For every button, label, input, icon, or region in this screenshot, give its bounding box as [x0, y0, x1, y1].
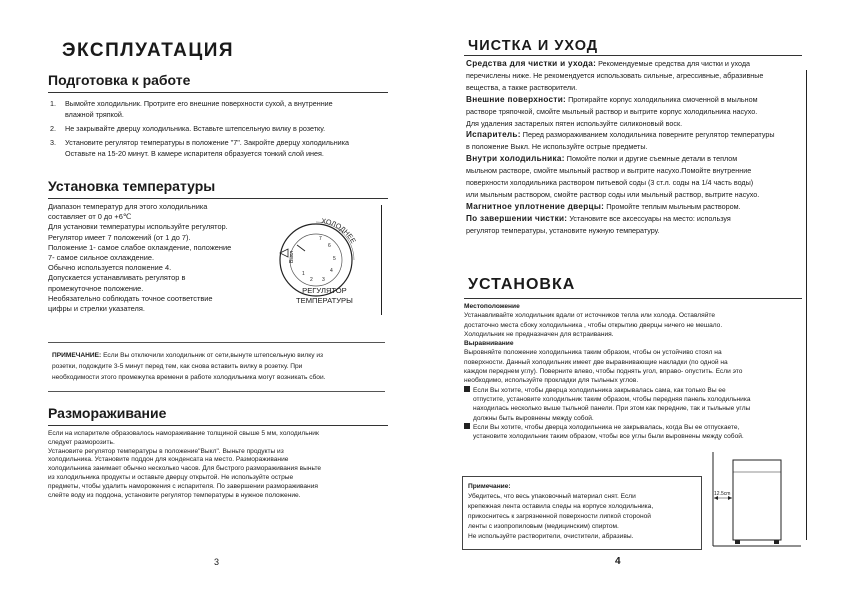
- installation-text: Местоположение Устанавливайте холодильник вдали от источников тепла или холода. Оставляйте достаточно места сбоку холодильника , чтобы открытию дверцы ничего не мешало. Холодильник не предназначен для встраивания. Выравнивание Выровняйте положение холодильника таким образом, чтобы он устойчиво стоял на поверхности. Данный холодильник имеет две выравнивающие накладки (по одной на каждом переднем углу). Поверните влево, чтобы поднять угол, вправо- опустить. Если это необходимо, используйте прокладки для тыльных углов. Если Вы хотите, чтобы дверца холодильника закрывалась сама, как только Вы ее отпустите, установите холодильник таким образом, чтобы передняя панель холодильника находилась несколько выше тыльной панели. При этом как передние, так и тыльные углы должны быть выровнены между собой. Если Вы хотите, чтобы дверца холодильника не закрывалась, когда Вы ее отпускаете, установите холодильник таким образом, чтобы все углы были выровнены между собой.: [464, 302, 800, 441]
- dial-number: 6: [328, 243, 331, 249]
- note-text: ПРИМЕЧАНИЕ: Если Вы отключили холодильник от сети,вынуте штепсельную вилку из розетки, подождите 3-5 минут перед тем, как снова вставить вилку в розетку. При необходимости этого промежутка времени в работе холодильника могут возникать сбои.: [52, 352, 326, 382]
- cleaning-text: [466, 58, 798, 237]
- dial-number: 7: [319, 236, 322, 242]
- page-number: 4: [615, 556, 621, 567]
- bullet-square-icon: [464, 423, 470, 429]
- section-underline: [48, 92, 388, 93]
- cleaning-para: По завершении чистки: Установите все аксессуары на место: используя регулятор температуры, установите нужную температуру.: [466, 213, 731, 235]
- dial-caption: РЕГУЛЯТОР ТЕМПЕРАТУРЫ: [296, 286, 353, 305]
- section-title-cleaning: ЧИСТКА И УХОД: [468, 38, 599, 54]
- bullet-item: Если Вы хотите, чтобы дверца холодильника закрывалась сама, как только Вы ее отпустите, установите холодильник таким образом, чтобы передняя панель холодильника находилась несколько выше тыльной панели. При этом как передние, так и тыльные углы должны быть выровнены между собой.: [464, 386, 800, 423]
- dial-number: 3: [322, 277, 325, 283]
- cleaning-para: Магнитное уплотнение дверцы: Промойте теплым мыльным раствором.: [466, 201, 741, 211]
- bullet-square-icon: [464, 386, 470, 392]
- section-heading-temperature: Установка температуры: [48, 178, 216, 194]
- clearance-label: 12.5cm: [714, 491, 731, 497]
- dial-number: 4: [330, 268, 333, 274]
- fridge-clearance-diagram: [705, 448, 805, 553]
- page-edge-rule-right: [806, 70, 807, 540]
- section-heading-defrost: Размораживание: [48, 405, 167, 421]
- note-label: ПРИМЕЧАНИЕ:: [52, 352, 102, 359]
- section-title-installation: УСТАНОВКА: [468, 276, 576, 293]
- list-item: 2. Не закрывайте дверцу холодильника. Вставьте штепсельную вилку в розетку.: [50, 124, 326, 133]
- page-edge-rule-left: [381, 205, 382, 315]
- preparation-list: [48, 98, 393, 162]
- installation-note-text: Примечание: Убедитесь, что весь упаковочный материал снят. Если крепежная лента оставила следы на корпусе холодильника, прикоснитесь к загрязненной поверхности липкой стороной ленты с изопропиловым (медицинским) спиртом. Не используйте растворители, очистители, абразивы.: [468, 483, 654, 540]
- list-item: 1. Вымойте холодильник. Протрите его внешние поверхности сухой, а внутренние влажной тряпкой.: [50, 99, 333, 119]
- cleaning-para: Внутри холодильника: Помойте полки и другие съемные детали в теплом мыльном растворе, смойте мыльный раствор и вытрите насухо.Помойте внутренние поверхности холодильника раствором питьевой соды (3 ст.л. соды на 1/4 часть воды) или мыльным раствором, смойте раствор соды или мыльный раствор, вытрите насухо.: [466, 154, 760, 199]
- temperature-text: Диапазон температур для этого холодильника составляет от 0 до +6℃ Для установки температуры используйте регулятор. Регулятор имеет 7 положений (от 1 до 7). Положение 1- самое слабое охлаждение, положение 7- самое сильное охлаждение. Обычно используется положение 4. Допускается устанавливать регулятор в промежуточное положение. Необязательно соблюдать точное соответствие цифры и стрелки указателя.: [48, 202, 232, 314]
- section-underline: [464, 55, 802, 56]
- bullet-item: Если Вы хотите, чтобы дверца холодильника не закрывалась, когда Вы ее отпускаете, установите холодильник таким образом, чтобы все углы были выровнены между собой.: [464, 423, 800, 442]
- dial-off-label: Выкл: [289, 250, 295, 263]
- section-heading-preparation: Подготовка к работе: [48, 72, 191, 88]
- dial-arc-label: ХОЛОДНЕЕ: [320, 218, 357, 245]
- page-title: ЭКСПЛУАТАЦИЯ: [62, 40, 235, 61]
- cleaning-para: Внешние поверхности: Протирайте корпус холодильника смоченной в мыльном растворе тряпочкой, смойте мыльный раствор и вытрите корпус холодильника насухо. Для удаления застарелых пятен используйте силиконовый воск.: [466, 94, 758, 128]
- dial-number: 1: [302, 271, 305, 277]
- page-number: 3: [214, 557, 220, 567]
- cleaning-para: Испаритель: Перед размораживанием холодильника поверните регулятор температуры в положение Выкл. Не используйте острые предметы.: [466, 130, 775, 152]
- defrost-text: Если на испарителе образовалось намораживание толщиной свыше 5 мм, холодильник следует разморозить. Установите регулятор температуры в положение"Выкл". Выньте продукты из холодильника. Установите поддон для конденсата на место. Размораживание холодильника занимает обычно несколько часов. Для быстрого размораживания выньте из холодильника продукты и оставьте дверцу открытой. Не используйте острые предметы, чтобы удалить наморожения с испарителя. По завершении размораживания слейте воду из поддона, установите регулятор температуры в нужное положение.: [48, 430, 322, 499]
- dial-number: 5: [333, 256, 336, 262]
- dial-number: 2: [310, 277, 313, 283]
- section-underline: [48, 198, 388, 199]
- cleaning-para: Средства для чистки и ухода: Рекомендуемые средства для чистки и ухода перечислены ниже. Не рекомендуется использовать сильные, агрессивные, абразивные вещества, а также растворители.: [466, 59, 764, 92]
- list-item: 3. Установите регулятор температуры в положение "7". Закройте дверцу холодильника Оставьте на 15-20 минут. В камере испарителя образуется тонкий слой инея.: [50, 138, 349, 158]
- section-underline: [48, 425, 388, 426]
- section-underline: [464, 298, 802, 299]
